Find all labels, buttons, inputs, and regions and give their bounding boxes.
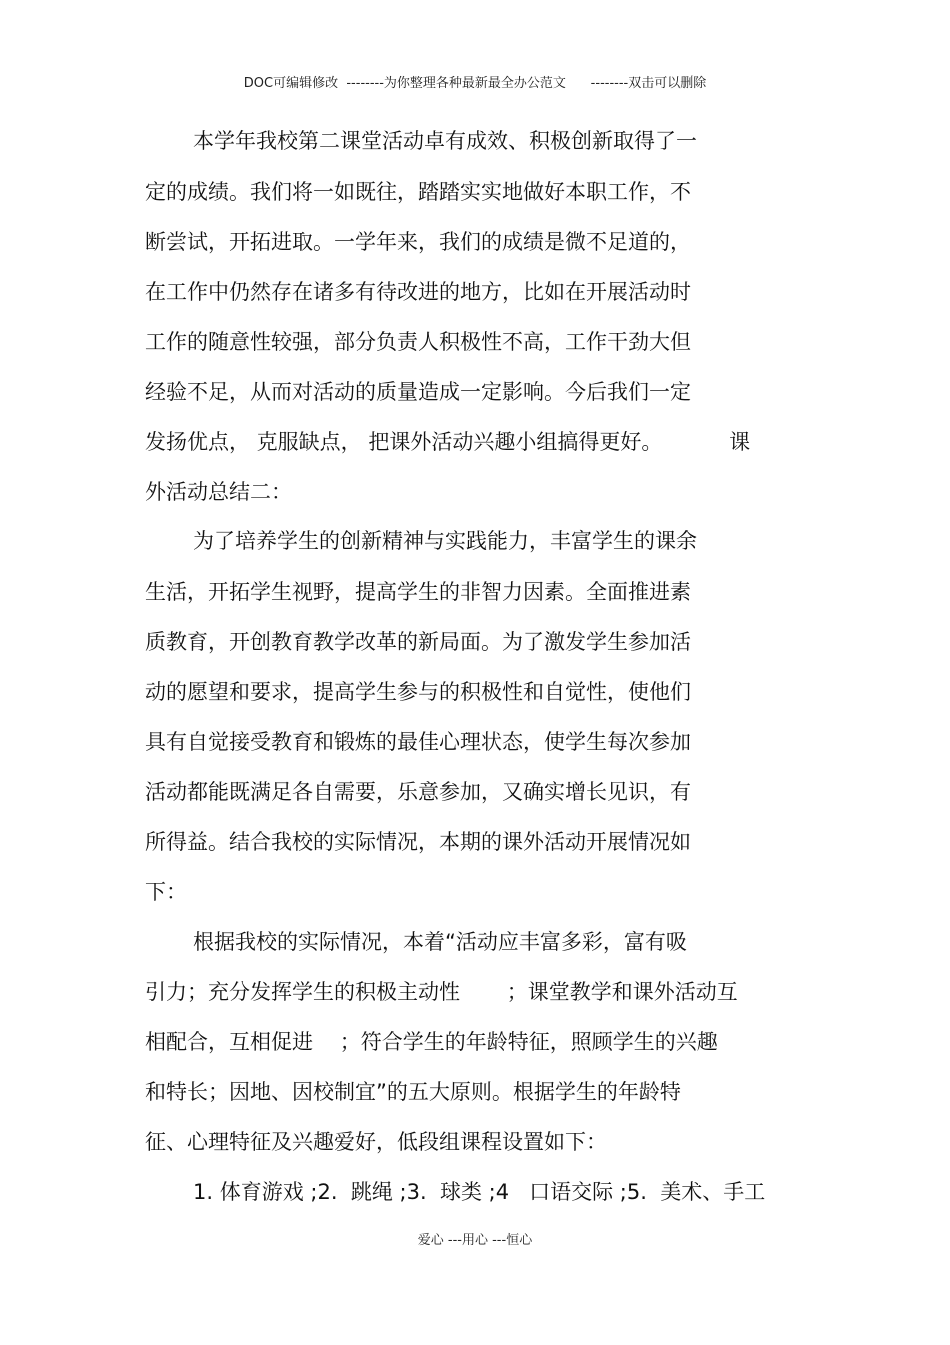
body-line: 生活，开拓学生视野，提高学生的非智力因素。全面推进素 — [145, 580, 691, 604]
body-line: 引力；充分发挥学生的积极主动性 ；课堂教学和课外活动互 — [145, 980, 738, 1004]
body-line: 相配合，互相促进 ；符合学生的年龄特征，照顾学生的兴趣 — [145, 1030, 718, 1054]
body-line: 外活动总结二： — [145, 480, 292, 504]
body-line: 具有自觉接受教育和锻炼的最佳心理状态，使学生每次参加 — [145, 730, 691, 754]
body-line: 所得益。结合我校的实际情况，本期的课外活动开展情况如 — [145, 830, 691, 854]
body-line: 和特长；因地、因校制宜”的五大原则。根据学生的年龄特 — [145, 1080, 681, 1104]
page-header: DOC可编辑修改 --------为你整理各种最新最全办公范文 --------双击可以删除 — [243, 76, 707, 91]
page-footer: 爱心 ---用心 ---恒心 — [417, 1233, 533, 1248]
body-line: 征、心理特征及兴趣爱好，低段组课程设置如下： — [145, 1130, 607, 1154]
body-line: 工作的随意性较强，部分负责人积极性不高，工作干劲大但 — [145, 330, 691, 354]
body-line: 定的成绩。我们将一如既往，踏踏实实地做好本职工作，不 — [145, 180, 691, 204]
body-line: 经验不足，从而对活动的质量造成一定影响。今后我们一定 — [145, 380, 691, 404]
body-line: 下： — [145, 880, 187, 904]
body-line: 断尝试，开拓进取。一学年来，我们的成绩是微不足道的， — [145, 230, 691, 254]
body-line: 在工作中仍然存在诸多有待改进的地方，比如在开展活动时 — [145, 280, 691, 304]
body-line: 动的愿望和要求，提高学生参与的积极性和自觉性，使他们 — [145, 680, 691, 704]
body-line: 本学年我校第二课堂活动卓有成效、积极创新取得了一 — [193, 129, 697, 153]
body-line: 为了培养学生的创新精神与实践能力，丰富学生的课余 — [193, 529, 697, 553]
body-line: 1. 体育游戏 ;2. 跳绳 ;3. 球类 ;4 口语交际 ;5. 美术、手工 — [193, 1180, 766, 1204]
body-line: 活动都能既满足各自需要，乐意参加，又确实增长见识，有 — [145, 780, 691, 804]
body-line: 根据我校的实际情况，本着“活动应丰富多彩，富有吸 — [193, 930, 687, 954]
body-line: 发扬优点， 克服缺点， 把课外活动兴趣小组搞得更好。 课 — [145, 430, 751, 454]
body-line: 质教育，开创教育教学改革的新局面。为了激发学生参加活 — [145, 630, 691, 654]
